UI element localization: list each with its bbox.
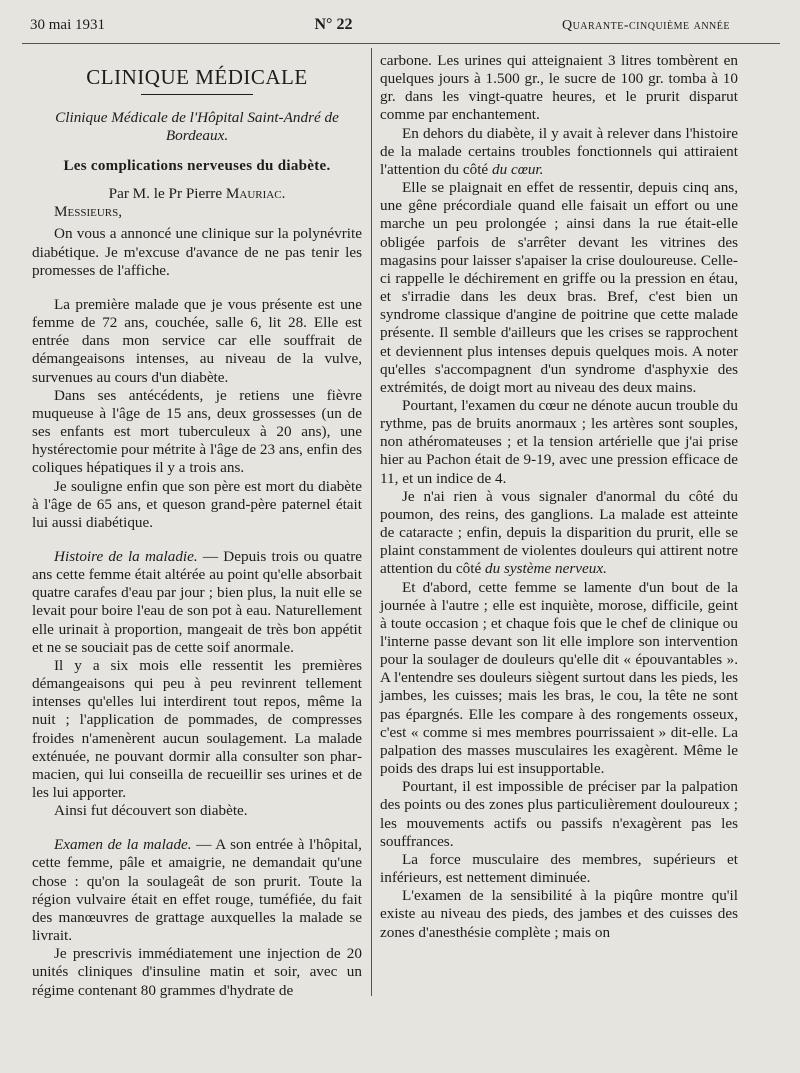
byline-author: Mauriac.	[225, 185, 286, 203]
paragraph	[32, 836, 362, 945]
byline	[32, 185, 362, 203]
paragraph-text: — A son entrée à l'hôpital, cette femme, pâle et amaigrie, ne demandait qu'une chose : qu'on la soulageât de son prurit. Toute la région vulvaire était en effet rouge, tuméfiée, du fait des manœuvres de grattage auxquelles la malade se livrait.	[32, 836, 362, 945]
subheading: Histoire de la maladie.	[54, 547, 198, 565]
paragraph-gap	[32, 280, 362, 296]
volume-year: Quarante-cinquième année	[561, 18, 730, 33]
paragraph	[380, 488, 738, 579]
paragraph: carbone. Les urines qui atteignaient 3 litres tombèrent en quelques jours à 1.500 gr., le sucre de 100 gr. tomba à 10 gr. dans les vingt-quatre heures, et le prurit disparut comme par enchantement.	[380, 52, 738, 124]
paragraph: La force musculaire des membres, supérieurs et inférieurs, est nettement diminuée.	[380, 850, 738, 887]
section-title: CLINIQUE MÉDICALE	[86, 65, 308, 89]
paragraph: On vous a annoncé une clinique sur la polynévrite diabétique. Je m'excuse d'avance de ne pas tenir les promesses de l'affiche.	[32, 225, 362, 279]
left-column	[32, 52, 362, 1000]
paragraph-gap	[32, 820, 362, 836]
paragraph: Dans ses antécédents, je retiens une fièvre muqueuse à l'âge de 15 ans, deux grossesses (un de ses enfants est mort tuberculeux à 20 ans), une hystérectomie pour métrite à l'âge de 23 ans, enfin des coliques hépatiques il y a trois ans.	[32, 386, 362, 477]
paragraph: Pourtant, l'examen du cœur ne dénote aucun trouble du rythme, pas de bruits anormaux ; les artères sont souples, non athéromateuses ; et la tension artérielle que j'ai prise hier au Pachon était de 9-19, avec une pression efficace de 11, et un indice de 4.	[380, 396, 738, 487]
paragraph: Je prescrivis immédiatement une injection de 20 unités cliniques d'insuline matin et soir, avec un régime contenant 80 grammes d'hydrate de	[32, 945, 362, 999]
subheading: Examen de la malade.	[54, 836, 192, 854]
column-divider	[371, 48, 372, 996]
paragraph	[380, 125, 738, 179]
issue-number: N° 22	[314, 16, 353, 33]
paragraph: Ainsi fut découvert son diabète.	[54, 802, 248, 820]
emphasis: du système nerveux.	[485, 560, 607, 578]
paragraph: La première malade que je vous présente est une femme de 72 ans, couchée, salle 6, lit 28. Elle est entrée dans mon service car elle souffrait de démangeaisons intenses, au niveau de la vulve, survenues au cours d'un diabète.	[32, 295, 362, 386]
salutation: Messieurs,	[54, 203, 123, 221]
issue-date: 30 mai 1931	[30, 17, 105, 33]
paragraph-text: — Depuis trois ou quatre ans cette femme était altérée au point qu'elle absorbait quatre carafes d'eau par jour ; bien plus, la nuit elle se levait pour boire l'eau de son pot à eau. Naturellement elle urinait à proportion, mangeait de très bon appétit et ne se souciait pas de cette soif anormale.	[32, 547, 363, 656]
header-rule	[22, 43, 780, 44]
paragraph	[32, 548, 362, 657]
paragraph: Pourtant, il est impossible de préciser par la palpation des points ou des zones plus particulièrement douloureux ; les mouvements actifs ou passifs n'exagèrent pas les souffrances.	[380, 778, 738, 850]
emphasis: du cœur.	[491, 160, 544, 178]
paragraph-text: En dehors du diabète, il y avait à relever dans l'histoire de la malade certains troubles fonctionnels qui attiraient l'attention du côté	[380, 124, 738, 178]
running-header	[30, 16, 730, 40]
paragraph: L'examen de la sensibilité à la piqûre montre qu'il existe au niveau des pieds, des jambes et des cuisses des zones d'anesthésie complète ; mais on	[380, 887, 738, 941]
right-column	[380, 52, 738, 942]
paragraph: Je souligne enfin que son père est mort du diabète à l'âge de 65 ans, et queson grand-père paternel était lui aussi diabétique.	[32, 477, 362, 531]
article-subtitle: Clinique Médicale de l'Hôpital Saint-André de Bordeaux.	[55, 109, 339, 144]
section-rule	[141, 94, 253, 95]
paragraph: Elle se plaignait en effet de ressentir, depuis cinq ans, une gêne précordiale quand elle faisait un effort ou une marche un peu prolongée ; ainsi dans la rue était-elle obligée parfois de s'arrêter devant les vitrines des magasins pour laisser s'apaiser la crise douloureuse. Celle-ci rappelle le déchirement en griffe ou la pression en étau, et s'irradie dans les deux bras. Bref, c'est bien un syndrome classique d'angine de poitrine que cette malade présente. Il semble d'ailleurs que les crises se rapprochent et deviennent plus intenses depuis quelques mois. A noter qu'elles s'accompagnent d'un syndrome d'asphyxie des extrémités, de doigt mort au niveau des deux mains.	[380, 179, 738, 396]
paragraph-text: Je n'ai rien à vous signaler d'anormal du côté du poumon, des reins, des ganglions. La malade est atteinte de cataracte ; enfin, depuis la disparition du prurit, elle se plaint constamment de violentes douleurs qui attirent notre attention du côté	[380, 487, 738, 578]
paragraph: Il y a six mois elle ressentit les premières démangeaisons qui peu à peu revinrent tellement intenses qu'elles lui interdirent tout repos, même la nuit ; l'application de pommades, de compresses froides n'amenèrent aucun soulagement. La malade exténuée, ne pouvant dormir alla consulter son pharmacien, qui lui conseilla de recueillir ses urines et de les lui apporter.	[32, 656, 362, 801]
paragraph: Et d'abord, cette femme se lamente d'un bout de la journée à l'autre ; elle est inquiète, morose, difficile, geint à toute occasion ; et chaque fois que le chef de clinique ou l'interne passe devant son lit elle implore son intervention pour la soulager de douleurs qu'elle dit « épouvantables ». A l'entendre ses douleurs siègent surtout dans les pieds, les jambes, les cuisses; mais les bras, le cou, la tête ne sont pas épargnés. Elle les compare à des rongements osseux, c'est « comme si mes membres pourrissaient » dit-elle. La palpation des masses musculaires les exagèrent. Même le poids des draps lui est insupportable.	[380, 578, 738, 778]
byline-prefix: Par M. le Pr Pierre	[108, 185, 223, 203]
paragraph-gap	[32, 532, 362, 548]
article-title: Les complications nerveuses du diabète.	[63, 158, 331, 174]
